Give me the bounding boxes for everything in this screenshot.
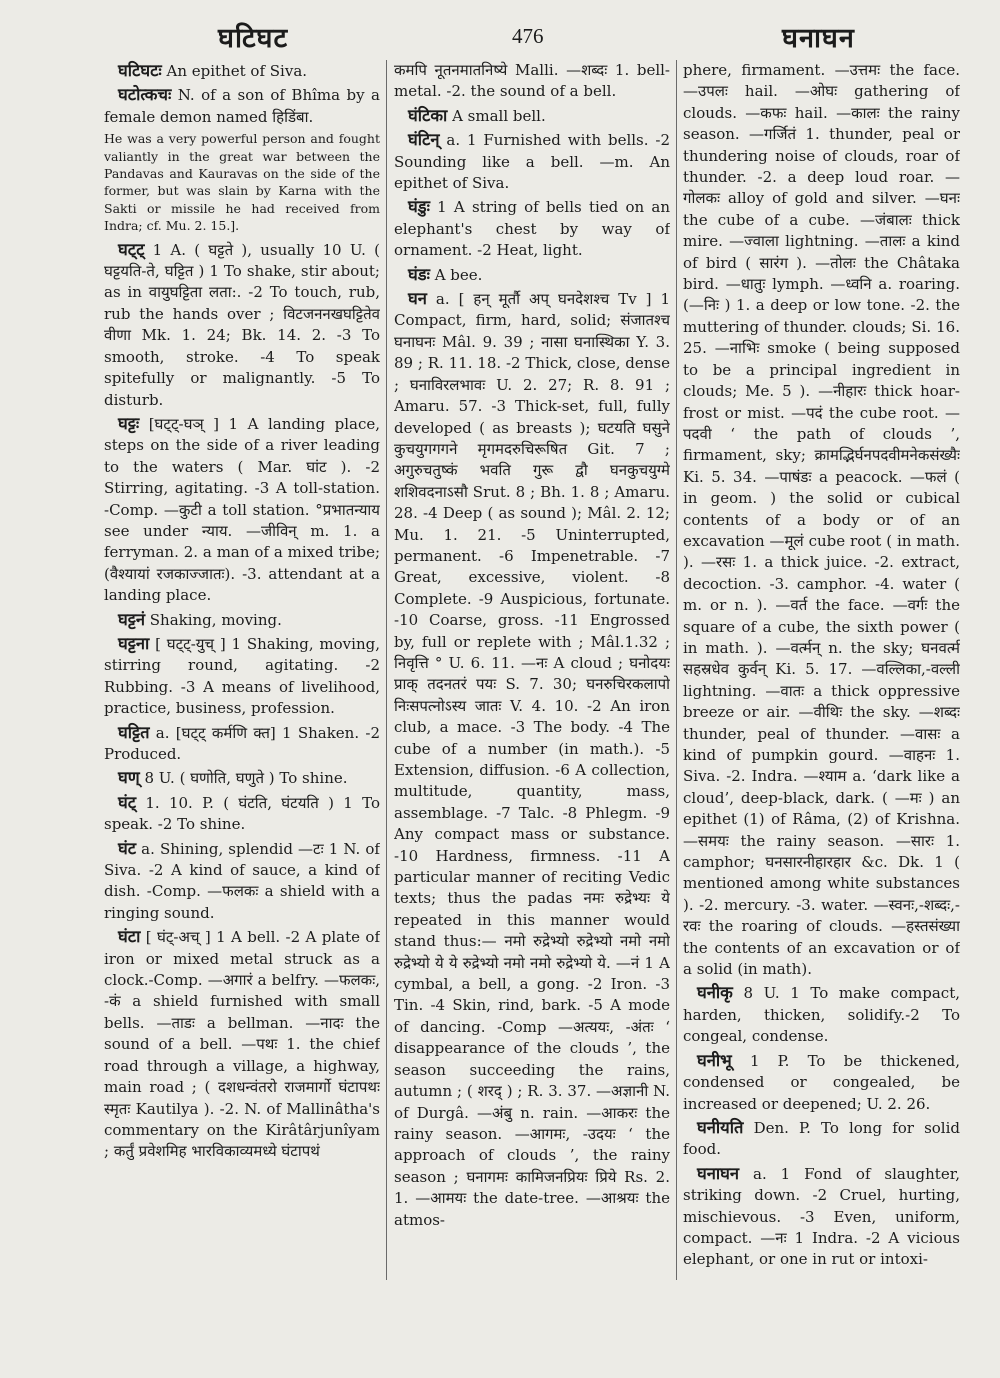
- dictionary-entry: [104, 722, 380, 766]
- headword: घंट्: [118, 792, 137, 812]
- headword: घंटा: [118, 927, 141, 947]
- definition-text: 1 A string of bells tied on an elephant's chest by way of ornament. -2 Heat, light.: [394, 198, 670, 260]
- column-rule: [676, 60, 677, 1280]
- headword: घंटिका: [408, 105, 448, 125]
- column-2: [394, 60, 670, 1370]
- headword: घट्टनं: [118, 609, 145, 629]
- definition-text: A bee.: [429, 265, 483, 284]
- headword: घटिघटः: [118, 61, 162, 80]
- dictionary-entry: [683, 1163, 960, 1271]
- dictionary-entry: [104, 926, 380, 1162]
- dictionary-entry: [104, 633, 380, 720]
- headword: घनीभू: [697, 1050, 732, 1070]
- definition-text: 1 A. ( घट्टते ), usually 10 U. ( घट्टयति-ते, घट्टित ) 1 To shake, stir about; as in वायुघट्टिता लता:. -2 To touch, rub, rub the hands over ; विटजननखघट्टितेव वीणा Mk. 1. 24; Bk. 14. 2. -3 To smooth, stroke. -4 To speak spitefully or malignantly. -5 To disturb.: [104, 240, 380, 409]
- headword: घन: [408, 289, 427, 309]
- headword: घंडः: [408, 264, 430, 284]
- dictionary-entry: [104, 609, 380, 631]
- headword: घंट: [118, 838, 137, 858]
- entry-note: [104, 130, 380, 234]
- running-header: [0, 14, 1000, 62]
- definition-text: a. [ हन् मूर्तौ अप् घनदेशश्च Tv ] 1 Compact, firm, hard, solid; संजातश्च घनाघनः Mâl. 9. 39 ; नासा घनास्थिका Y. 3. 89 ; R. 11. 18. -2 Thick, close, dense ; घनाविरलभावः U. 2. 27; R. 8. 91 ; Amaru. 57. -3 Thick-set, full, fully developed ( as breasts ); घटयति घसुने कुचयुगगगने मृगमदरुचिरूषित Git. 7 ; अगुरुचतुष्कं भवति गुरू द्वौ घनकुचयुग्मे शशिवदनाऽसौ Srut. 8 ; Bh. 1. 8 ; Amaru. 28. -4 Deep ( as sound ); Mâl. 2. 12; Mu. 1. 21. -5 Uninterrupted, permanent. -6 Impenetrable. -7 Great, excessive, violent. -8 Complete. -9 Auspicious, fortunate. -10 Coarse, gross. -11 Engrossed by, full or replete with ; Mâl.1.32 ; निवृत्ति ° U. 6. 11. —नः A cloud ; घनोदयः प्राक् तदनतरं पयः S. 7. 30; घनरुचिरकलापो निःसपत्नोऽस्य जातः V. 4. 10. -2 An iron club, a mace. -3 The body. -4 The cube of a number (in math.). -5 Extension, diffusion. -6 A collection, multitude, quantity, mass, assemblage. -7 Talc. -8 Phlegm. -9 Any compact mass or substance. -10 Hardness, firmness. -11 A particular manner of reciting Vedic texts; thus the padas नमः रुद्रेभ्यः ये repeated in this manner would stand thus:— नमो रुद्रेभ्यो रुद्रेभ्यो नमो नमो रुद्रेभ्यो ये ये रुद्रेभ्यो नमो नमो रुद्रेभ्यो ये. —नं 1 A cymbal, a bell, a gong. -2 Iron. -3 Tin. -4 Skin, rind, bark. -5 A mode of dancing. -Comp —अत्ययः, -अंतः ‘ disappearance of the clouds ’, the season succeeding the rains, autumn ; ( शरद् ) ; R. 3. 37. —अज्ञानी N. of Durgâ. —अंबु n. rain. —आकरः the rainy season. —आगमः, -उदयः ‘ the approach of clouds ’, the rainy season ; घनागमः कामिजनप्रियः प्रिये Rs. 2. 1. —आमयः the date-tree. —आश्रयः the atmos-: [394, 290, 670, 1229]
- definition-text: a. 1 Fond of slaughter, striking down. -2 Cruel, hurting, mischievous. -3 Even, uniform, compact. —नः 1 Indra. -2 A vicious elephant, or one in rut or intoxi-: [683, 1164, 960, 1269]
- headword: घनाघन: [697, 1163, 740, 1183]
- dictionary-entry: [104, 239, 380, 411]
- definition-text: phere, firmament. —उत्तमः the face. —उपलः hail. —ओघः gathering of clouds. —कफः hail. —कालः the rainy season. —गर्जितं 1. thunder, peal or thundering noise of clouds, roar of thunder. -2. a deep loud roar. —गोलकः alloy of gold and silver. —घनः the cube of a cube. —जंबालः thick mire. —ज्वाला lightning. —तालः a kind of bird ( सारंग ). —तोलः the Châtaka bird. —धातुः lymph. —ध्वनि a. roaring. (—निः ) 1. a deep or low tone. -2. the muttering of thunder. clouds; Si. 16. 25. —नाभिः smoke ( being supposed to be a principal ingredient in clouds; Me. 5 ). —नीहारः thick hoar-frost or mist. —पदं the cube root. —पदवी ‘ the path of clouds ’, firmament, sky; क्रामद्भिर्घनपदवीमनेकसंख्यैः Ki. 5. 34. —पाषंडः a peacock. —फलं ( in geom. ) the solid or cubical contents of a body or of an excavation —मूलं cube root ( in math. ). —रसः 1. a thick juice. -2. extract, decoction. -3. camphor. -4. water ( m. or n. ). —वर्त the face. —वर्गः the square of a cube, the sixth power ( in math. ). —वर्त्मन् n. the sky; घनवर्त्म सहस्रधेव कुर्वन् Ki. 5. 17. —वल्लिका,-वल्ली lightning. —वातः a thick oppressive breeze or air. —वीथिः the sky. —शब्दः thunder, peal of thunder. —वासः a kind of pumpkin gourd. —वाहनः 1. Siva. -2. Indra. —श्याम a. ‘dark like a cloud’, deep-black, dark. ( —मः ) an epithet (1) of Râma, (2) of Krishna. —समयः the rainy season. —सारः 1. camphor; घनसारनीहारहार &c. Dk. 1 ( mentioned among white substances ). -2. mercury. -3. water. —स्वनः,-शब्दः,-रवः the roaring of clouds. —हस्तसंख्या the contents of an excavation or of a solid (in math).: [683, 61, 960, 979]
- headword: घट्टना: [118, 633, 150, 653]
- dictionary-entry: [104, 413, 380, 607]
- headword: घटोत्कचः: [118, 85, 172, 105]
- definition-text: Shaking, moving.: [144, 610, 282, 629]
- dictionary-entry: [394, 105, 670, 127]
- headword: घट्ट्: [118, 239, 145, 259]
- definition-text: 8 U. 1 To make compact, harden, thicken, solidify.-2 To congeal, condense.: [683, 984, 960, 1046]
- definition-text: An epithet of Siva.: [161, 62, 308, 80]
- definition-text: कमपि नूतनमातनिष्ये Malli. —शब्दः 1. bell-metal. -2. the sound of a bell.: [394, 61, 670, 101]
- headword: घनीकृ: [697, 983, 733, 1003]
- definition-text: He was a very powerful person and fought valiantly in the great war between the Pandavas and Kauravas on the side of the former, but was slain by Karna with the Sakti or missile he had received from Indra; cf. Mu. 2. 15.].: [104, 131, 380, 234]
- dictionary-entry: [104, 792, 380, 836]
- definition-text: a. Shining, splendid —टः 1 N. of Siva. -2 A kind of sauce, a kind of dish. -Comp. —फलकः a shield with a ringing sound.: [104, 839, 380, 922]
- dictionary-entry: [104, 60, 380, 82]
- dictionary-entry: [104, 838, 380, 925]
- headword: घंडुः: [408, 197, 430, 217]
- definition-text: a. 1 Furnished with bells. -2 Sounding like a bell. —m. An epithet of Siva.: [394, 131, 670, 193]
- dictionary-entry: [394, 196, 670, 261]
- definition-text: [घट्ट्-घञ् ] 1 A landing place, steps on the side of a river leading to the waters ( Mar. घांट ). -2 Stirring, agitating. -3 A toll-station. -Comp. —कुटी a toll station. °प्रभातन्याय see under न्याय. —जीविन् m. 1. a ferryman. 2. a man of a mixed tribe; (वैश्यायां रजकाज्जातः). -3. attendant at a landing place.: [104, 414, 380, 605]
- definition-text: [ घंट्-अच् ] 1 A bell. -2 A plate of iron or mixed metal struck as a clock.-Comp. —अगारं a belfry. —फलकः, -कं a shield furnished with small bells. —ताडः a bellman. —नादः the sound of a bell. —पथः 1. the chief road through a village, a highway, main road ; ( दशधन्वंतरो राजमार्गो घंटापथः स्मृतः Kautilya ). -2. N. of Mallinâtha's commentary on the Kirâtârjunîyam ; कर्तुं प्रवेशमिह भारविकाव्यमध्ये घंटापथं: [104, 928, 380, 1161]
- dictionary-entry: [683, 1050, 960, 1115]
- definition-text: N. of a son of Bhîma by a female demon named हिडिंबा.: [104, 86, 380, 126]
- column-1: [104, 60, 380, 1370]
- dictionary-entry: [683, 1117, 960, 1161]
- left-guide-word: घटिघट: [218, 23, 289, 54]
- definition-text: [ घट्ट्-युच् ] 1 Shaking, moving, stirring round, agitating. -2 Rubbing. -3 A means of livelihood, practice, business, profession.: [104, 634, 380, 718]
- dictionary-entry: [394, 288, 670, 1231]
- headword: घट्टः: [118, 413, 140, 433]
- dictionary-entry: [683, 60, 960, 980]
- definition-text: a. [घट्ट् कर्मणि क्त] 1 Shaken. -2 Produced.: [104, 723, 380, 763]
- definition-text: 8 U. ( घणोति, घणुते ) To shine.: [139, 769, 348, 788]
- headword: घण्: [118, 768, 140, 788]
- right-guide-word: घनाघन: [782, 23, 855, 54]
- definition-text: Den. P. To long for solid food.: [683, 1118, 960, 1159]
- headword: घंटिन्: [408, 130, 440, 150]
- dictionary-entry: [683, 982, 960, 1047]
- definition-text: 1. 10. P. ( घंटति, घंटयति ) 1 To speak. -2 To shine.: [104, 793, 380, 834]
- dictionary-entry: [104, 84, 380, 128]
- dictionary-entry: [104, 767, 380, 789]
- definition-text: 1 P. To be thickened, condensed or congealed, be increased or deepened; U. 2. 26.: [683, 1051, 960, 1113]
- dictionary-entry: [394, 129, 670, 194]
- headword: घनीयति: [697, 1117, 744, 1137]
- page-number: 476: [512, 24, 544, 48]
- dictionary-entry: [394, 60, 670, 103]
- column-rule: [386, 60, 387, 1280]
- definition-text: A small bell.: [447, 106, 546, 125]
- column-3: [683, 60, 960, 1370]
- headword: घट्टित: [118, 722, 150, 742]
- dictionary-entry: [394, 264, 670, 286]
